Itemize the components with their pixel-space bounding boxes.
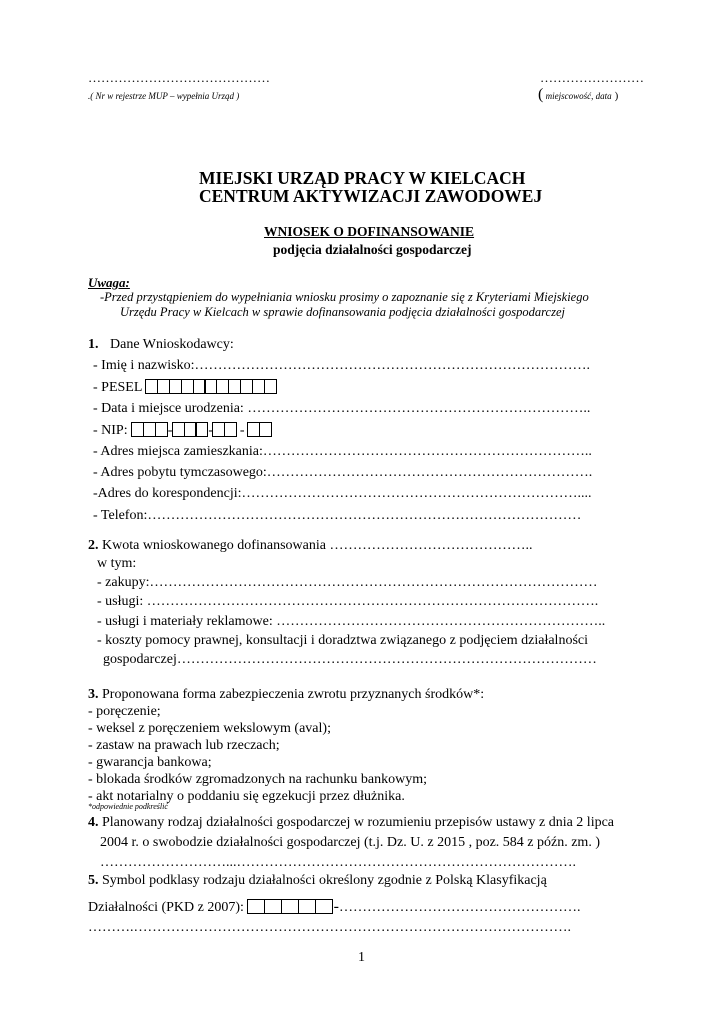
pkd-description-field[interactable]: ……….…………………………………………………………………………………. <box>88 920 571 935</box>
place-date-dots: …………………… <box>540 70 644 85</box>
activity-type-field[interactable]: ………………………...………………………………………………………………. <box>100 855 576 870</box>
pkd-field[interactable] <box>88 898 581 916</box>
nip-field[interactable] <box>93 422 272 439</box>
section-1-heading <box>88 337 234 353</box>
notice-heading: Uwaga: <box>88 275 130 290</box>
document-subtitle: podjęcia działalności gospodarczej <box>273 242 472 257</box>
pkd-box[interactable] <box>315 899 333 914</box>
document-title: WNIOSEK O DOFINANSOWANIE <box>264 224 475 239</box>
nip-box[interactable] <box>224 422 237 437</box>
security-option[interactable]: - poręczenie; <box>88 704 161 719</box>
notice-line-1: -Przed przystąpieniem do wypełniania wniosku prosimy o zapoznanie się z Kryteriami Miejskiego <box>100 290 589 304</box>
legal-costs-field[interactable]: gospodarczej……………………………………………………………………………… <box>103 652 597 667</box>
nip-box[interactable] <box>155 422 168 437</box>
pkd-box[interactable] <box>298 899 316 914</box>
pesel-field[interactable] <box>93 379 277 396</box>
residence-address-field[interactable]: - Adres miejsca zamieszkania:…………………………………………………………….. <box>93 444 592 459</box>
pkd-description-dots[interactable]: ……………………………………………. <box>339 900 581 915</box>
section-5-number: 5. <box>88 873 99 888</box>
pkd-box[interactable] <box>247 899 265 914</box>
center-title: CENTRUM AKTYWIZACJI ZAWODOWEJ <box>199 186 543 206</box>
nip-boxes-group-3[interactable] <box>212 422 237 437</box>
funding-amount-field[interactable]: Kwota wnioskowanego dofinansowania …………………………………….. <box>98 538 533 553</box>
name-field[interactable]: - Imię i nazwisko:…………………………………………………………………………. <box>93 358 590 373</box>
w-tym-label: w tym: <box>97 556 137 571</box>
section-4-number: 4. <box>88 815 99 830</box>
advertising-field[interactable]: - usługi i materiały reklamowe: …………………………………………………………….. <box>97 614 606 629</box>
paren-close: ) <box>614 90 619 102</box>
nip-label: - NIP: <box>93 423 132 438</box>
section-3-footnote: *odpowiednie podkreślić <box>88 802 168 811</box>
section-2-number: 2. <box>88 538 99 553</box>
birth-field[interactable]: - Data i miejsce urodzenia: ……………………………………………………………….. <box>93 401 591 416</box>
register-number-dots: …………………………………… <box>88 70 270 85</box>
security-option[interactable]: - weksel z poręczeniem wekslowym (aval); <box>88 721 331 736</box>
pesel-boxes[interactable] <box>145 379 276 394</box>
pkd-boxes-group-1[interactable] <box>247 899 332 914</box>
section-3-title: Proponowana forma zabezpieczenia zwrotu przyznanych środków*: <box>98 687 485 702</box>
correspondence-address-field[interactable]: -Adres do korespondencji:……………………………………………………………….... <box>93 486 592 501</box>
nip-separator: - <box>239 423 245 438</box>
legal-costs-line-1: - koszty pomocy prawnej, konsultacji i doradztwa związanego z podjęciem działalności <box>97 633 588 648</box>
place-date-caption <box>538 86 618 104</box>
section-5-text-1: Symbol podklasy rodzaju działalności określony zgodnie z Polską Klasyfikacją <box>98 873 547 888</box>
nip-boxes-group-2[interactable] <box>172 422 209 437</box>
security-option[interactable]: - gwarancja bankowa; <box>88 755 212 770</box>
pesel-label: - PESEL <box>93 380 146 395</box>
section-3-heading <box>88 687 484 703</box>
section-1-number: 1. <box>88 337 99 352</box>
register-number-caption: .( Nr w rejestrze MUP – wypełnia Urząd ) <box>88 91 240 101</box>
place-date-caption-text: miejscowość, data <box>543 91 612 101</box>
nip-box[interactable] <box>195 422 208 437</box>
purchases-field[interactable]: - zakupy:…………………………………………………………………………………… <box>97 575 598 590</box>
section-4-line-1 <box>88 815 614 831</box>
paren-open: ( <box>538 86 544 103</box>
section-4-line-2: 2004 r. o swobodzie działalności gospodarczej (t.j. Dz. U. z 2015 , poz. 584 z późn. zm. ) <box>100 835 600 850</box>
phone-field[interactable]: - Telefon:………………………………………………………………………………… <box>93 508 582 523</box>
section-2-heading[interactable] <box>88 538 532 554</box>
services-field[interactable]: - usługi: ……………………………………………………………………………………. <box>97 594 599 609</box>
nip-box[interactable] <box>259 422 272 437</box>
section-5-line-1 <box>88 873 547 889</box>
security-option[interactable]: - zastaw na prawach lub rzeczach; <box>88 738 280 753</box>
section-4-text-1: Planowany rodzaj działalności gospodarczej w rozumieniu przepisów ustawy z dnia 2 lipca <box>98 815 615 830</box>
security-option[interactable]: - akt notarialny o poddaniu się egzekucji przez dłużnika. <box>88 789 405 804</box>
page-number: 1 <box>358 950 365 965</box>
pkd-dash: - <box>333 898 339 915</box>
security-option[interactable]: - blokada środków zgromadzonych na rachunku bankowym; <box>88 772 428 787</box>
notice-line-2: Urzędu Pracy w Kielcach w sprawie dofinansowania podjęcia działalności gospodarczej <box>120 305 565 319</box>
temporary-address-field[interactable]: - Adres pobytu tymczasowego:……………………………………………………………. <box>93 465 593 480</box>
pkd-label: Działalności (PKD z 2007): <box>88 900 248 915</box>
office-title: MIEJSKI URZĄD PRACY W KIELCACH <box>199 168 526 188</box>
nip-separator: - <box>167 423 173 438</box>
section-3-number: 3. <box>88 687 99 702</box>
nip-separator: - <box>208 423 214 438</box>
nip-boxes-group-4[interactable] <box>247 422 272 437</box>
pesel-box[interactable] <box>264 379 277 394</box>
pkd-box[interactable] <box>281 899 299 914</box>
pkd-box[interactable] <box>264 899 282 914</box>
section-1-title: Dane Wnioskodawcy: <box>110 337 234 352</box>
nip-boxes-group-1[interactable] <box>131 422 168 437</box>
